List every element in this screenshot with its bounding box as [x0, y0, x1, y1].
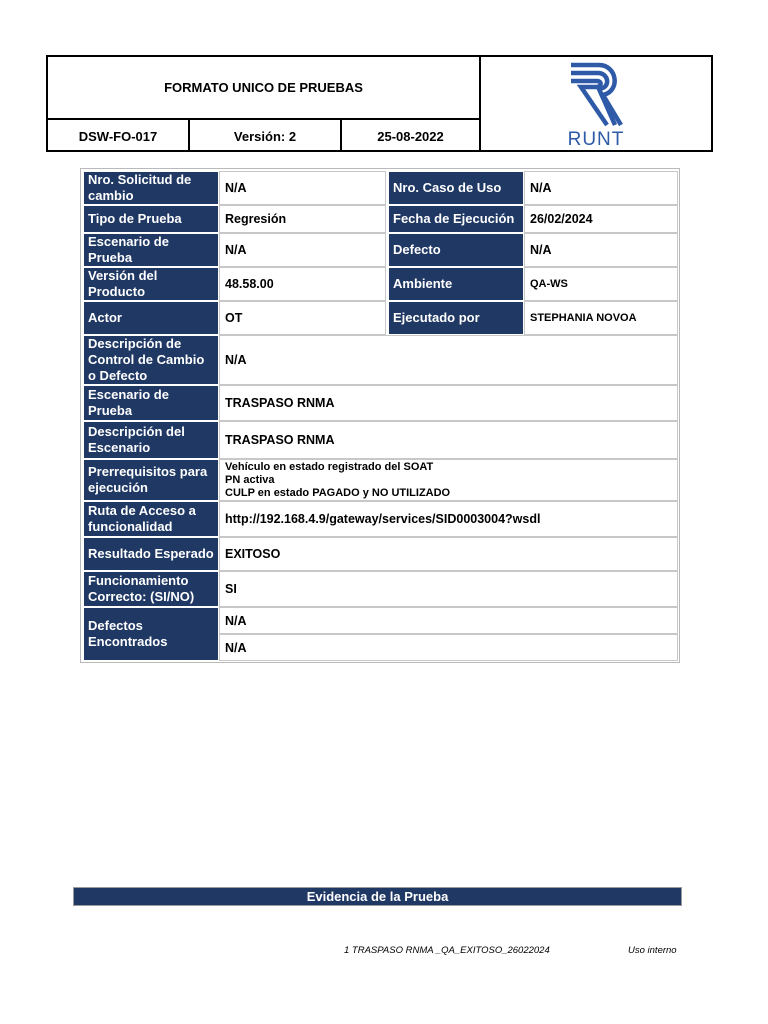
value-ejecutado-por: STEPHANIA NOVOA [524, 301, 678, 335]
value-nro-solicitud: N/A [219, 171, 386, 205]
value-nro-caso-uso: N/A [524, 171, 678, 205]
footer-classification: Uso interno [628, 945, 677, 956]
value-resultado-esperado: EXITOSO [219, 537, 678, 571]
label-escenario: Escenario de Prueba [83, 233, 219, 267]
document-title: FORMATO UNICO DE PRUEBAS [48, 57, 481, 120]
document-code: DSW-FO-017 [48, 120, 190, 152]
value-defecto-encontrado-2: N/A [219, 634, 678, 661]
document-date: 25-08-2022 [377, 128, 444, 144]
label-descripcion-control: Descripción de Control de Cambio o Defecto [83, 335, 219, 385]
value-descripcion-control: N/A [219, 335, 678, 385]
label-ruta-acceso: Ruta de Acceso a funcionalidad [83, 501, 219, 537]
value-defecto: N/A [524, 233, 678, 267]
runt-logo [481, 57, 711, 152]
value-tipo-prueba: Regresión [219, 205, 386, 233]
value-fecha-ejecucion: 26/02/2024 [524, 205, 678, 233]
document-header [46, 55, 713, 152]
prerrequisito-line: CULP en estado PAGADO y NO UTILIZADO [225, 486, 451, 499]
label-ambiente: Ambiente [388, 267, 524, 301]
value-version-producto: 48.58.00 [219, 267, 386, 301]
label-nro-caso-uso: Nro. Caso de Uso [388, 171, 524, 205]
evidence-section-title: Evidencia de la Prueba [73, 887, 682, 906]
value-funcionamiento: SI [219, 571, 678, 607]
label-prerrequisitos: Prerrequisitos para ejecución [83, 459, 219, 501]
document-version: Versión: 2 [190, 120, 342, 152]
prerrequisito-line: PN activa [225, 473, 275, 486]
label-descripcion-escenario: Descripción del Escenario [83, 421, 219, 459]
value-descripcion-escenario: TRASPASO RNMA [219, 421, 678, 459]
footer-file-name: 1 TRASPASO RNMA _QA_EXITOSO_26022024 [344, 945, 550, 956]
label-defectos-encontrados: Defectos Encontrados [83, 607, 219, 661]
value-prerrequisitos [219, 459, 678, 501]
label-defecto: Defecto [388, 233, 524, 267]
label-escenario-prueba: Escenario de Prueba [83, 385, 219, 421]
label-resultado-esperado: Resultado Esperado [83, 537, 219, 571]
test-form-table [80, 168, 680, 663]
prerrequisito-line: Vehículo en estado registrado del SOAT [225, 460, 434, 473]
label-nro-solicitud: Nro. Solicitud de cambio [83, 171, 219, 205]
label-funcionamiento: Funcionamiento Correcto: (SI/NO) [83, 571, 219, 607]
label-tipo-prueba: Tipo de Prueba [83, 205, 219, 233]
document-meta-row [48, 120, 481, 152]
label-fecha-ejecucion: Fecha de Ejecución [388, 205, 524, 233]
label-ejecutado-por: Ejecutado por [388, 301, 524, 335]
value-escenario: N/A [219, 233, 386, 267]
value-ruta-acceso: http://192.168.4.9/gateway/services/SID0003004?wsdl [219, 501, 678, 537]
value-actor: OT [219, 301, 386, 335]
label-actor: Actor [83, 301, 219, 335]
label-version-producto: Versión del Producto [83, 267, 219, 301]
value-ambiente: QA-WS [524, 267, 678, 301]
value-escenario-prueba: TRASPASO RNMA [219, 385, 678, 421]
value-defecto-encontrado-1: N/A [219, 607, 678, 634]
runt-logo-text: RUNT [567, 129, 625, 150]
runt-logo-icon [567, 61, 625, 129]
